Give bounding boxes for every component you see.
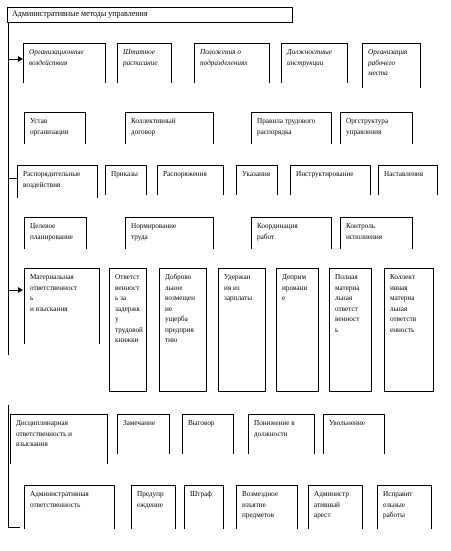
box-mentoring: Наставления <box>378 165 438 195</box>
box-orders: Приказы <box>105 165 147 195</box>
box-administrative-liability: Административная ответственность <box>24 485 115 529</box>
box-collective-material-liability: Коллект ивная материа льная ответств енность <box>384 268 434 392</box>
box-directions: Указания <box>236 165 278 195</box>
lower-vertical-connector <box>8 405 9 528</box>
box-bonus-deprivation: Деприм ировани е <box>276 268 319 392</box>
diagram-title: Административные методы управления <box>12 9 148 18</box>
box-target-planning: Целевое планирование <box>24 217 87 249</box>
box-full-material-liability: Полная материа льная ответст венност ь <box>329 268 372 392</box>
box-warning: Предупр еждение <box>131 485 176 529</box>
box-directive-influences: Распорядительные воздействия <box>17 165 98 198</box>
box-confiscation: Возмездное изъятие предметов <box>236 485 298 529</box>
box-remark: Замечание <box>117 414 170 454</box>
box-management-structure: Оргструктура управления <box>340 112 413 144</box>
box-material-liability: Материальная ответственност ь и взыскания <box>24 268 100 344</box>
arrow-material <box>18 287 23 293</box>
box-correctional-labor: Исправит ельные работы <box>377 485 432 529</box>
box-reprimand: Выговор <box>182 414 234 454</box>
box-administrative-arrest: Администр ативный арест <box>308 485 363 529</box>
box-instructions: Распоряжения <box>157 165 224 195</box>
box-labor-rationing: Нормирование труда <box>125 217 214 249</box>
box-organization-charter: Устав организации <box>24 112 86 144</box>
box-execution-control: Контроль исполнения <box>340 217 413 249</box>
box-salary-deductions: Удержан ия из зарплаты <box>218 268 266 392</box>
box-voluntary-compensation: Доброво льное возмещен ие ущерба предприя тию <box>159 268 207 392</box>
box-demotion: Понижение в должности <box>248 414 315 454</box>
box-briefing: Инструктирование <box>290 165 371 195</box>
box-staff-schedule: Штатное расписание <box>117 43 172 83</box>
box-labor-regulations: Правила трудового распорядка <box>251 112 332 144</box>
box-workbook-delay-liability: Ответст венност ь за задержк у трудовой книжки <box>109 268 147 392</box>
box-work-coordination: Координация работ <box>251 217 332 249</box>
box-fine: Штраф <box>184 485 224 529</box>
box-collective-agreement: Коллективный договор <box>125 112 214 144</box>
box-dismissal: Увольнение <box>323 414 385 454</box>
connector-administrative <box>8 527 20 528</box>
diagram-title-box <box>7 7 293 23</box>
box-job-descriptions: Должностные инструкции <box>281 43 348 83</box>
box-division-regulations: Положения о подразделениях <box>194 43 270 83</box>
box-organizational-influences: Организационные воздействия <box>23 43 106 83</box>
main-vertical-connector <box>8 23 9 355</box>
box-disciplinary-liability: Дисциплинарная ответственность и взыскания <box>10 414 108 464</box>
box-workplace-organization: Организация рабочего места <box>362 43 421 88</box>
